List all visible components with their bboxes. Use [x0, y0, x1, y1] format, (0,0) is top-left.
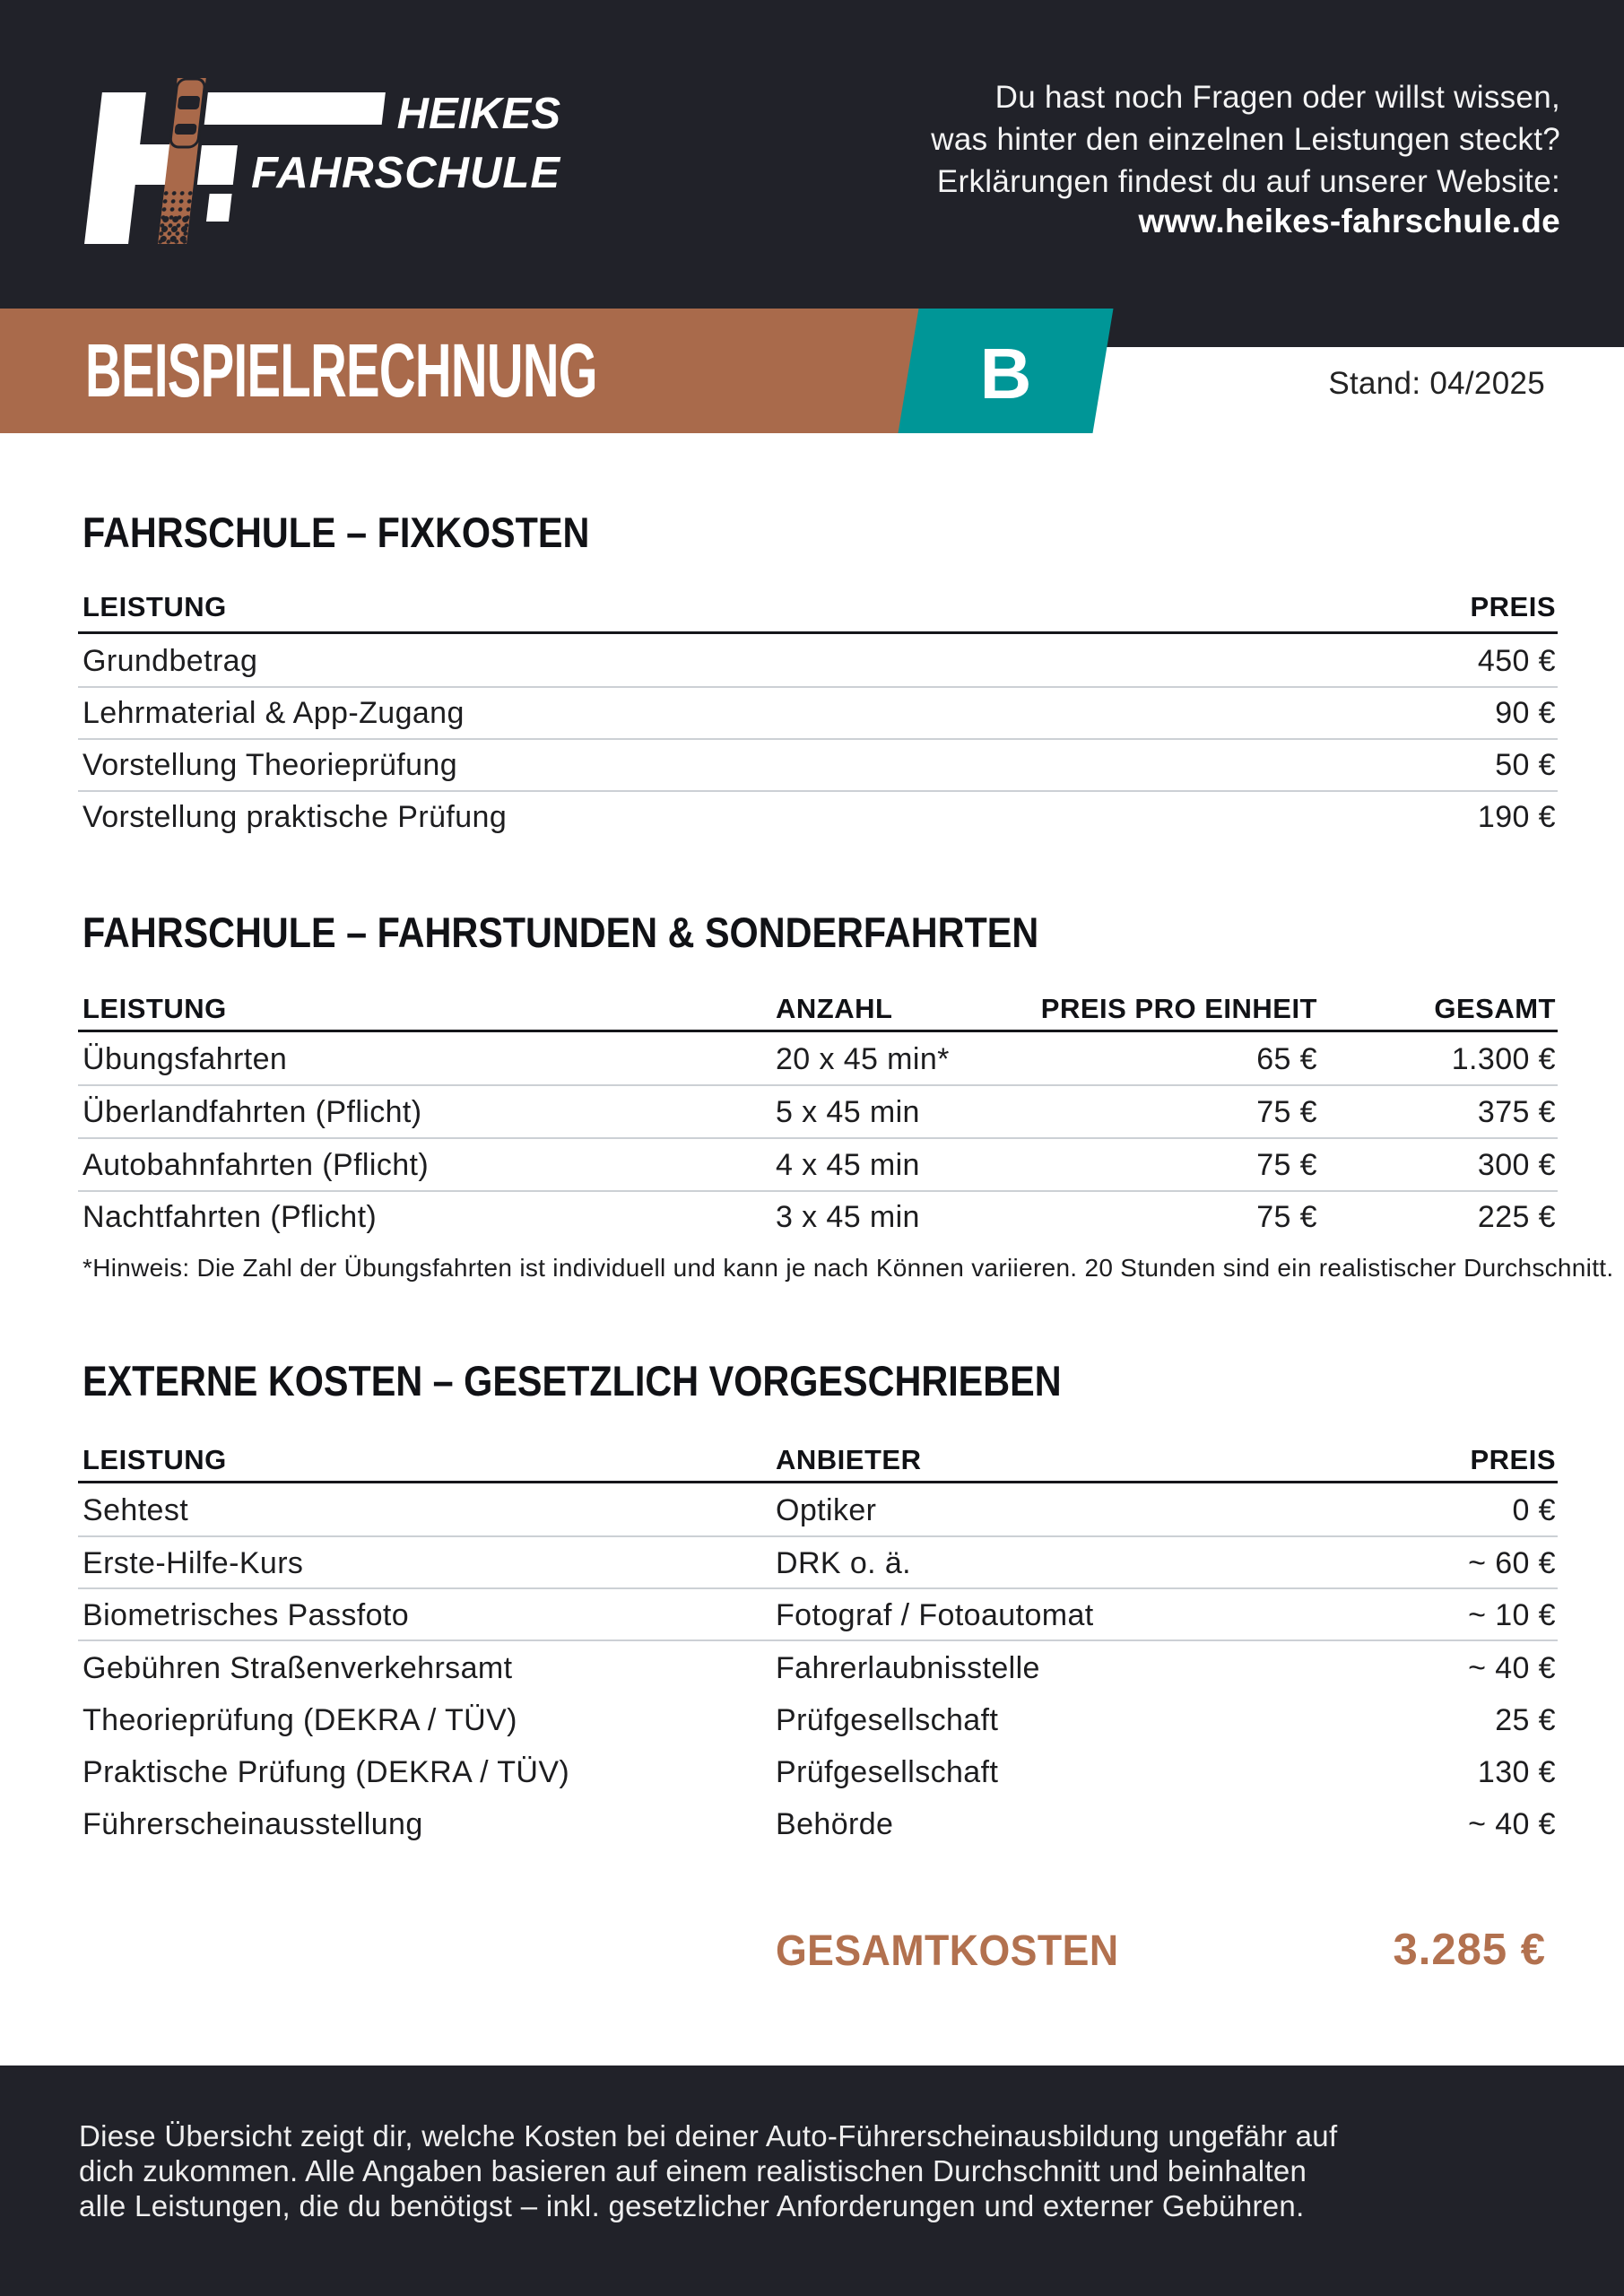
- cell-gesamt: 1.300 €: [1451, 1042, 1556, 1076]
- table-row: [78, 1694, 1558, 1746]
- version-date: Stand: 04/2025: [1328, 366, 1545, 401]
- cell-leistung: Übungsfahrten: [83, 1042, 288, 1076]
- table-row: [78, 1139, 1558, 1191]
- cell-leistung: Gebühren Straßenverkehrsamt: [83, 1651, 513, 1685]
- cell-anbieter: Optiker: [776, 1493, 877, 1527]
- cell-leistung: Sehtest: [83, 1493, 189, 1527]
- cell-leistung: Biometrisches Passfoto: [83, 1598, 410, 1632]
- cell-leistung: Grundbetrag: [83, 644, 258, 678]
- cell-preis: 190 €: [1477, 800, 1556, 834]
- cell-anzahl: 5 x 45 min: [776, 1095, 920, 1129]
- table-row: [78, 1746, 1558, 1798]
- cell-preis-pro-einheit: 75 €: [1256, 1095, 1317, 1129]
- table-row: [78, 739, 1558, 791]
- table-row: [78, 1589, 1558, 1641]
- cell-anbieter: Fahrerlaubnisstelle: [776, 1651, 1040, 1685]
- footer-line: dich zukommen. Alle Angaben basieren auf einem realistischen Durchschnitt und beinhalten: [79, 2154, 1307, 2187]
- header-info-line: was hinter den einzelnen Leistungen steckt?: [931, 122, 1560, 157]
- footer-line: alle Leistungen, die du benötigst – inkl. gesetzlicher Anforderungen und externer Gebühren.: [79, 2189, 1305, 2222]
- cell-preis-pro-einheit: 65 €: [1256, 1042, 1317, 1076]
- cell-preis: 130 €: [1477, 1755, 1556, 1789]
- col-header-leistung: LEISTUNG: [83, 1444, 227, 1475]
- heikes-fahrschule-logo: [79, 76, 581, 256]
- cell-leistung: Vorstellung praktische Prüfung: [83, 800, 508, 834]
- section1-header-row: [78, 585, 1558, 630]
- cell-preis: 50 €: [1495, 748, 1556, 782]
- col-header-leistung: LEISTUNG: [83, 591, 227, 622]
- table-row: [78, 1642, 1558, 1694]
- table-row: [78, 1033, 1558, 1085]
- logo-wordmark-line2: FAHRSCHULE: [251, 149, 560, 197]
- header-info-text: [753, 76, 1560, 203]
- cell-anbieter: Behörde: [776, 1807, 894, 1841]
- header-bar: [0, 0, 1624, 347]
- cell-preis: ~ 10 €: [1468, 1598, 1556, 1632]
- page-title: BEISPIELRECHNUNG: [85, 328, 597, 413]
- col-header-preis: PREIS: [1470, 1444, 1556, 1475]
- cell-anzahl: 3 x 45 min: [776, 1200, 920, 1234]
- table-header-rule: [78, 1481, 1558, 1483]
- cell-gesamt: 225 €: [1477, 1200, 1556, 1234]
- cell-leistung: Führerscheinausstellung: [83, 1807, 423, 1841]
- cell-leistung: Nachtfahrten (Pflicht): [83, 1200, 378, 1234]
- footer-bar: [0, 2066, 1624, 2296]
- logo-f-stub: [206, 194, 232, 222]
- logo-f-mid-bar: [197, 145, 238, 185]
- road-dot-fade-coarse: [158, 215, 190, 244]
- car-icon: [169, 79, 205, 147]
- table-row: [78, 791, 1558, 843]
- logo-f-top-bar: [204, 92, 386, 125]
- footnote: *Hinweis: Die Zahl der Übungsfahrten ist individuell und kann je nach Können variieren. 20 Stunden sind ein realistischer Durchschnitt.: [83, 1254, 1614, 1282]
- section3-title: EXTERNE KOSTEN – GESETZLICH VORGESCHRIEBEN: [83, 1357, 1062, 1405]
- cell-leistung: Erste-Hilfe-Kurs: [83, 1546, 304, 1580]
- cell-anzahl: 4 x 45 min: [776, 1148, 920, 1182]
- section3-header-row: [78, 1438, 1558, 1483]
- cell-anzahl: 20 x 45 min*: [776, 1042, 950, 1076]
- cell-leistung: Autobahnfahrten (Pflicht): [83, 1148, 430, 1182]
- cell-preis: ~ 40 €: [1468, 1651, 1556, 1685]
- license-class-letter: B: [979, 334, 1032, 413]
- table-header-rule: [78, 1030, 1558, 1032]
- header-info-line: Erklärungen findest du auf unserer Website:: [936, 164, 1560, 199]
- cell-gesamt: 375 €: [1477, 1095, 1556, 1129]
- table-row: [78, 1484, 1558, 1536]
- table-row: [78, 635, 1558, 687]
- website-link[interactable]: www.heikes-fahrschule.de: [1138, 203, 1560, 239]
- cell-gesamt: 300 €: [1477, 1148, 1556, 1182]
- table-row: [78, 1537, 1558, 1589]
- section2-header-row: [78, 987, 1558, 1031]
- cell-leistung: Praktische Prüfung (DEKRA / TÜV): [83, 1755, 570, 1789]
- col-header-preis-pro-einheit: PREIS PRO EINHEIT: [1040, 993, 1317, 1024]
- total-label: GESAMTKOSTEN: [776, 1927, 1119, 1975]
- cell-preis: ~ 40 €: [1468, 1807, 1556, 1841]
- col-header-preis: PREIS: [1470, 591, 1556, 622]
- section1-title: FAHRSCHULE – FIXKOSTEN: [83, 509, 590, 556]
- table-row: [78, 1086, 1558, 1138]
- cell-preis: ~ 60 €: [1468, 1546, 1556, 1580]
- section2-title: FAHRSCHULE – FAHRSTUNDEN & SONDERFAHRTEN: [83, 909, 1039, 956]
- cell-leistung: Vorstellung Theorieprüfung: [83, 748, 458, 782]
- table-header-rule: [78, 631, 1558, 634]
- footer-line: Diese Übersicht zeigt dir, welche Kosten bei deiner Auto-Führerscheinausbildung ungefähr auf: [79, 2119, 1338, 2152]
- cell-preis-pro-einheit: 75 €: [1256, 1200, 1317, 1234]
- cell-preis-pro-einheit: 75 €: [1256, 1148, 1317, 1182]
- col-header-anbieter: ANBIETER: [776, 1444, 922, 1475]
- header-info-line: Du hast noch Fragen oder willst wissen,: [994, 80, 1560, 115]
- cell-leistung: Lehrmaterial & App-Zugang: [83, 696, 465, 730]
- cell-anbieter: Fotograf / Fotoautomat: [776, 1598, 1094, 1632]
- cell-leistung: Überlandfahrten (Pflicht): [83, 1095, 422, 1129]
- cell-anbieter: Prüfgesellschaft: [776, 1703, 999, 1737]
- cell-anbieter: Prüfgesellschaft: [776, 1755, 999, 1789]
- cell-anbieter: DRK o. ä.: [776, 1546, 911, 1580]
- col-header-anzahl: ANZAHL: [776, 993, 893, 1024]
- total-value: 3.285 €: [1393, 1926, 1546, 1974]
- cell-preis: 90 €: [1495, 696, 1556, 730]
- cell-preis: 0 €: [1512, 1493, 1556, 1527]
- table-row: [78, 1191, 1558, 1243]
- cell-preis: 450 €: [1477, 644, 1556, 678]
- cell-preis: 25 €: [1495, 1703, 1556, 1737]
- row-separator: [78, 1639, 1558, 1641]
- table-row: [78, 1798, 1558, 1850]
- col-header-leistung: LEISTUNG: [83, 993, 227, 1024]
- col-header-gesamt: GESAMT: [1434, 993, 1556, 1024]
- cell-leistung: Theorieprüfung (DEKRA / TÜV): [83, 1703, 517, 1737]
- logo-wordmark-line1: HEIKES: [396, 90, 560, 138]
- footer-text: [79, 2118, 1337, 2223]
- table-row: [78, 687, 1558, 739]
